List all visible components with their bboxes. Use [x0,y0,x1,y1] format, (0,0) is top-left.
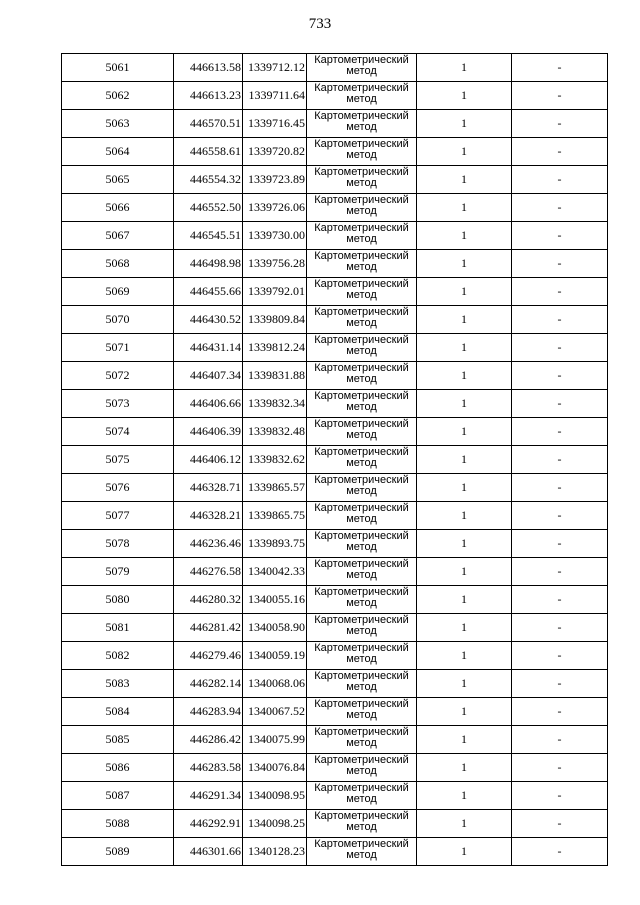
accuracy: 1 [417,110,512,138]
method: Картометрический метод [307,614,417,642]
accuracy: 1 [417,586,512,614]
coordinate-x: 446301.66 [174,838,243,866]
coordinate-y: 1339756.28 [243,250,307,278]
point-number: 5088 [62,810,174,838]
table-row [62,586,608,614]
table-row [62,110,608,138]
page-number: 733 [308,16,332,32]
coordinate-y: 1340128.23 [243,838,307,866]
coordinate-x: 446281.42 [174,614,243,642]
coordinate-y: 1339812.24 [243,334,307,362]
coordinate-x: 446498.98 [174,250,243,278]
accuracy: 1 [417,222,512,250]
accuracy: 1 [417,558,512,586]
accuracy: 1 [417,390,512,418]
accuracy: 1 [417,334,512,362]
method: Картометрический метод [307,586,417,614]
note: - [512,642,608,670]
accuracy: 1 [417,782,512,810]
method: Картометрический метод [307,530,417,558]
accuracy: 1 [417,138,512,166]
point-number: 5069 [62,278,174,306]
coordinate-y: 1340075.99 [243,726,307,754]
note: - [512,194,608,222]
coordinate-x: 446406.39 [174,418,243,446]
coordinates-table [61,53,608,866]
coordinate-x: 446328.21 [174,502,243,530]
coordinate-y: 1339865.57 [243,474,307,502]
coordinate-x: 446570.51 [174,110,243,138]
table-row [62,698,608,726]
accuracy: 1 [417,194,512,222]
coordinate-x: 446283.58 [174,754,243,782]
method: Картометрический метод [307,782,417,810]
table-row [62,250,608,278]
coordinate-y: 1339730.00 [243,222,307,250]
note: - [512,250,608,278]
coordinate-y: 1339723.89 [243,166,307,194]
method: Картометрический метод [307,362,417,390]
point-number: 5072 [62,362,174,390]
point-number: 5084 [62,698,174,726]
table-row [62,54,608,82]
table-row [62,754,608,782]
point-number: 5067 [62,222,174,250]
method: Картометрический метод [307,54,417,82]
method: Картометрический метод [307,474,417,502]
coordinate-x: 446279.46 [174,642,243,670]
table-row [62,670,608,698]
point-number: 5066 [62,194,174,222]
note: - [512,82,608,110]
coordinate-y: 1340067.52 [243,698,307,726]
coordinate-y: 1339832.34 [243,390,307,418]
note: - [512,138,608,166]
method: Картометрический метод [307,194,417,222]
coordinate-x: 446613.23 [174,82,243,110]
note: - [512,726,608,754]
coordinate-y: 1339720.82 [243,138,307,166]
accuracy: 1 [417,278,512,306]
point-number: 5086 [62,754,174,782]
coordinate-y: 1340098.95 [243,782,307,810]
coordinate-x: 446236.46 [174,530,243,558]
accuracy: 1 [417,362,512,390]
coordinate-y: 1339831.88 [243,362,307,390]
point-number: 5061 [62,54,174,82]
coordinate-y: 1339809.84 [243,306,307,334]
coordinate-x: 446276.58 [174,558,243,586]
coordinate-y: 1340076.84 [243,754,307,782]
coordinate-x: 446286.42 [174,726,243,754]
table-row [62,614,608,642]
coordinate-y: 1339865.75 [243,502,307,530]
table-row [62,82,608,110]
table-row [62,838,608,866]
table-row [62,278,608,306]
coordinate-x: 446613.58 [174,54,243,82]
coordinate-x: 446291.34 [174,782,243,810]
point-number: 5068 [62,250,174,278]
coordinate-y: 1339726.06 [243,194,307,222]
point-number: 5063 [62,110,174,138]
point-number: 5083 [62,670,174,698]
table-row [62,194,608,222]
accuracy: 1 [417,726,512,754]
method: Картометрический метод [307,726,417,754]
accuracy: 1 [417,418,512,446]
method: Картометрический метод [307,250,417,278]
method: Картометрический метод [307,502,417,530]
point-number: 5085 [62,726,174,754]
point-number: 5064 [62,138,174,166]
coordinate-x: 446406.66 [174,390,243,418]
coordinate-y: 1340098.25 [243,810,307,838]
coordinate-x: 446292.91 [174,810,243,838]
table-row [62,558,608,586]
coordinate-x: 446558.61 [174,138,243,166]
note: - [512,362,608,390]
table-row [62,642,608,670]
accuracy: 1 [417,530,512,558]
accuracy: 1 [417,838,512,866]
accuracy: 1 [417,642,512,670]
coordinate-x: 446283.94 [174,698,243,726]
note: - [512,614,608,642]
accuracy: 1 [417,474,512,502]
method: Картометрический метод [307,82,417,110]
note: - [512,782,608,810]
note: - [512,474,608,502]
coordinate-y: 1340058.90 [243,614,307,642]
coordinate-y: 1339792.01 [243,278,307,306]
coordinate-x: 446545.51 [174,222,243,250]
table-row [62,782,608,810]
method: Картометрический метод [307,670,417,698]
table-row [62,474,608,502]
coordinate-x: 446554.32 [174,166,243,194]
accuracy: 1 [417,54,512,82]
coordinate-y: 1340042.33 [243,558,307,586]
point-number: 5089 [62,838,174,866]
coordinates-table-body [62,54,608,866]
note: - [512,586,608,614]
note: - [512,418,608,446]
method: Картометрический метод [307,558,417,586]
note: - [512,278,608,306]
accuracy: 1 [417,614,512,642]
point-number: 5080 [62,586,174,614]
coordinate-x: 446455.66 [174,278,243,306]
method: Картометрический метод [307,334,417,362]
point-number: 5075 [62,446,174,474]
table-row [62,446,608,474]
coordinate-y: 1339711.64 [243,82,307,110]
coordinate-x: 446280.32 [174,586,243,614]
note: - [512,166,608,194]
table-row [62,390,608,418]
note: - [512,306,608,334]
table-row [62,810,608,838]
coordinate-x: 446407.34 [174,362,243,390]
method: Картометрический метод [307,698,417,726]
point-number: 5079 [62,558,174,586]
note: - [512,530,608,558]
method: Картометрический метод [307,166,417,194]
accuracy: 1 [417,446,512,474]
point-number: 5073 [62,390,174,418]
accuracy: 1 [417,810,512,838]
point-number: 5074 [62,418,174,446]
coordinate-x: 446431.14 [174,334,243,362]
note: - [512,558,608,586]
method: Картометрический метод [307,278,417,306]
point-number: 5065 [62,166,174,194]
coordinate-y: 1340068.06 [243,670,307,698]
method: Картометрический метод [307,838,417,866]
method: Картометрический метод [307,138,417,166]
accuracy: 1 [417,82,512,110]
table-row [62,418,608,446]
accuracy: 1 [417,670,512,698]
note: - [512,390,608,418]
point-number: 5078 [62,530,174,558]
note: - [512,54,608,82]
method: Картометрический метод [307,418,417,446]
coordinate-x: 446552.50 [174,194,243,222]
accuracy: 1 [417,754,512,782]
table-row [62,166,608,194]
note: - [512,222,608,250]
note: - [512,446,608,474]
coordinate-y: 1340059.19 [243,642,307,670]
method: Картометрический метод [307,306,417,334]
note: - [512,810,608,838]
note: - [512,334,608,362]
method: Картометрический метод [307,390,417,418]
point-number: 5070 [62,306,174,334]
note: - [512,754,608,782]
note: - [512,698,608,726]
accuracy: 1 [417,698,512,726]
accuracy: 1 [417,250,512,278]
method: Картометрический метод [307,754,417,782]
table-row [62,362,608,390]
table-row [62,222,608,250]
point-number: 5062 [62,82,174,110]
point-number: 5077 [62,502,174,530]
coordinate-y: 1339832.48 [243,418,307,446]
coordinate-y: 1339832.62 [243,446,307,474]
table-row [62,502,608,530]
point-number: 5071 [62,334,174,362]
coordinate-x: 446328.71 [174,474,243,502]
coordinate-y: 1339716.45 [243,110,307,138]
coordinate-y: 1339893.75 [243,530,307,558]
coordinate-x: 446282.14 [174,670,243,698]
coordinate-x: 446430.52 [174,306,243,334]
table-row [62,726,608,754]
method: Картометрический метод [307,446,417,474]
accuracy: 1 [417,166,512,194]
method: Картометрический метод [307,110,417,138]
accuracy: 1 [417,502,512,530]
table-row [62,306,608,334]
coordinate-y: 1340055.16 [243,586,307,614]
note: - [512,502,608,530]
coordinate-y: 1339712.12 [243,54,307,82]
table-row [62,530,608,558]
note: - [512,838,608,866]
method: Картометрический метод [307,810,417,838]
accuracy: 1 [417,306,512,334]
point-number: 5076 [62,474,174,502]
note: - [512,670,608,698]
point-number: 5081 [62,614,174,642]
method: Картометрический метод [307,642,417,670]
point-number: 5082 [62,642,174,670]
table-row [62,334,608,362]
method: Картометрический метод [307,222,417,250]
note: - [512,110,608,138]
table-row [62,138,608,166]
point-number: 5087 [62,782,174,810]
coordinate-x: 446406.12 [174,446,243,474]
